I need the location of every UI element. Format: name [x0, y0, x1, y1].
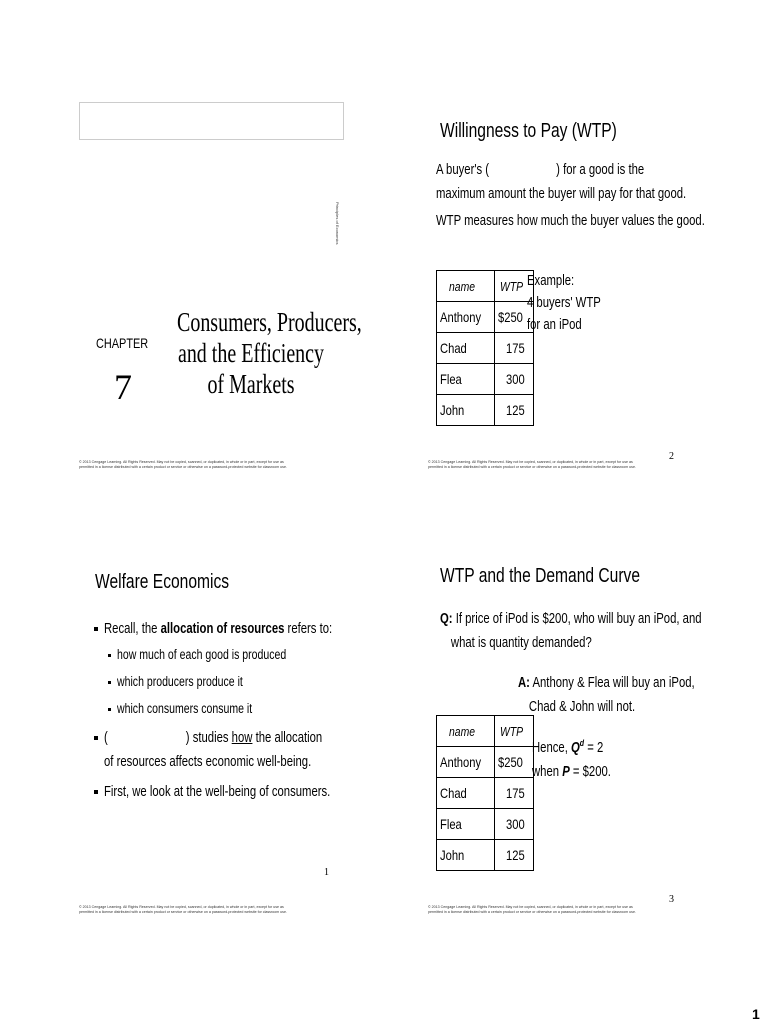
- list-item: which consumers consume it: [108, 695, 454, 722]
- header-wtp: WTP: [495, 271, 533, 302]
- bullet-consumers: First, we look at the well-being of consumers.: [94, 780, 454, 804]
- sidebar-text: Principles of Economics: [335, 202, 340, 245]
- bullet-welfare-economics: ( ) studies how the allocation of resources affects economic well-being.: [94, 726, 454, 774]
- list-item: how much of each good is produced: [108, 641, 454, 668]
- footer-copyright: © 2013 Cengage Learning. All Rights Reserved. May not be copied, scanned, or duplicated, in whole or in part, except for use as permitted in a license distributed with a certain product or service or otherwise on a password-protected website for classroom use.: [428, 460, 636, 469]
- header-name: name: [437, 716, 495, 747]
- chapter-number: 7: [114, 367, 132, 407]
- table-row: John 125: [437, 395, 534, 426]
- example-note: Example: 4 buyers' WTP for an iPod: [527, 273, 601, 333]
- footer-copyright: © 2013 Cengage Learning. All Rights Reserved. May not be copied, scanned, or duplicated, in whole or in part, except for use as permitted in a license distributed with a certain product or service or otherwise on a password-protected website for classroom use.: [79, 905, 287, 914]
- wtp-table: [436, 270, 534, 426]
- question-text: Q: If price of iPod is $200, who will buy an iPod, and what is quantity demanded?: [440, 611, 702, 651]
- wtp-table: [436, 715, 534, 871]
- table-header-row: [437, 716, 534, 747]
- slide-title: [66, 92, 366, 472]
- sub-list: [108, 641, 454, 722]
- footer-copyright: © 2013 Cengage Learning. All Rights Reserved. May not be copied, scanned, or duplicated, in whole or in part, except for use as permitted in a license distributed with a certain product or service or otherwise on a password-protected website for classroom use.: [428, 905, 636, 914]
- table-header-row: [437, 271, 534, 302]
- bullet-icon: [94, 790, 98, 794]
- bullet-allocation: Recall, the allocation of resources refers to:: [94, 617, 454, 641]
- footer-copyright: © 2013 Cengage Learning. All Rights Reserved. May not be copied, scanned, or duplicated, in whole or in part, except for use as permitted in a license distributed with a certain product or service or otherwise on a password-protected website for classroom use.: [79, 460, 287, 469]
- header-name: name: [437, 271, 495, 302]
- page-number: 3: [669, 894, 674, 905]
- page-number: 2: [669, 451, 674, 462]
- document-page-number: 1: [752, 1006, 760, 1022]
- title-box: [79, 102, 344, 140]
- slide-wtp-demand-curve: [412, 537, 712, 917]
- chapter-title: Consumers, Producers, and the Efficiency of Markets: [177, 307, 362, 399]
- bullet-list: [94, 617, 454, 804]
- bullet-icon: [94, 736, 98, 740]
- slide-title: Willingness to Pay (WTP): [440, 120, 617, 142]
- list-item: which producers produce it: [108, 668, 454, 695]
- table-row: Chad 175: [437, 778, 534, 809]
- wtp-definition: A buyer's ( ) for a good is the maximum amount the buyer will pay for that good. WTP measures how much the buyer values the good.: [436, 162, 705, 229]
- slide-title: WTP and the Demand Curve: [440, 565, 641, 587]
- table-row: John 125: [437, 840, 534, 871]
- bullet-icon: [108, 708, 111, 711]
- slide-welfare-economics: [66, 537, 366, 917]
- bullet-icon: [108, 681, 111, 684]
- table-row: Flea 300: [437, 364, 534, 395]
- chapter-label: CHAPTER: [96, 335, 149, 351]
- bullet-icon: [94, 627, 98, 631]
- page-number: 1: [324, 867, 329, 878]
- hence-note: Hence, $Q^d = 2$ when P = $200.: [532, 738, 611, 780]
- slide-wtp: [412, 92, 712, 472]
- table-row: Anthony $250: [437, 747, 534, 778]
- bullet-icon: [108, 654, 111, 657]
- table-row: Anthony $250: [437, 302, 534, 333]
- slide-title: Welfare Economics: [95, 571, 230, 593]
- header-wtp: WTP: [495, 716, 533, 747]
- table-row: Flea 300: [437, 809, 534, 840]
- answer-text: A: Anthony & Flea will buy an iPod, Chad & John will not.: [518, 675, 695, 715]
- table-row: Chad 175: [437, 333, 534, 364]
